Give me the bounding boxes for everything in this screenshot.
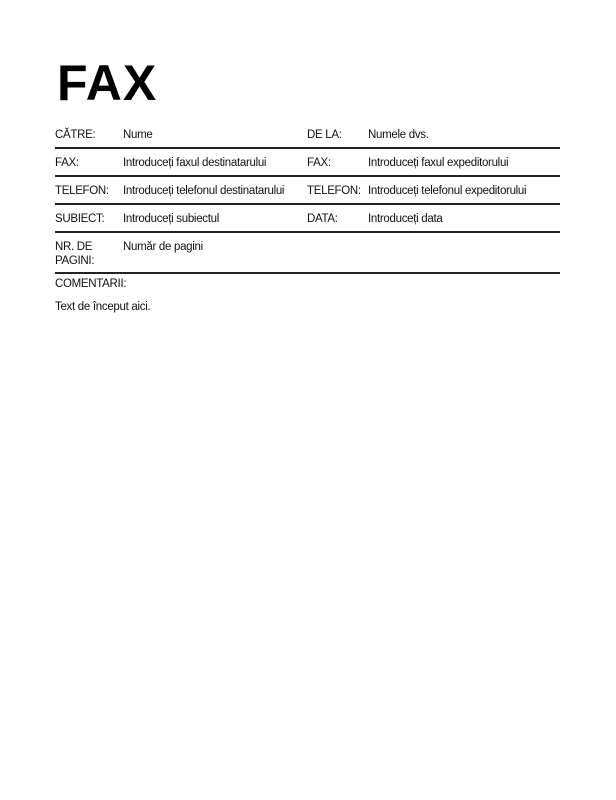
sender-fax-label: FAX: (307, 157, 331, 169)
recipient-phone-label: TELEFON: (55, 185, 109, 197)
to-name-field[interactable]: Nume (123, 129, 153, 141)
page-title: FAX (57, 55, 158, 111)
subject-field[interactable]: Introduceți subiectul (123, 213, 219, 225)
pages-row (55, 233, 560, 274)
recipient-fax-field[interactable]: Introduceți faxul destinatarului (123, 157, 267, 169)
sender-fax-field[interactable]: Introduceți faxul expeditorului (368, 157, 509, 169)
fax-fields-table (55, 121, 560, 274)
subject-date-row (55, 205, 560, 233)
comments-text-field[interactable]: Text de început aici. (55, 301, 151, 313)
to-label: CĂTRE: (55, 129, 96, 141)
sender-phone-label: TELEFON: (307, 185, 361, 197)
from-label: DE LA: (307, 129, 342, 141)
comments-label: COMENTARII: (55, 278, 127, 290)
from-name-field[interactable]: Numele dvs. (368, 129, 429, 141)
date-field[interactable]: Introduceți data (368, 213, 443, 225)
pages-field[interactable]: Număr de pagini (123, 241, 203, 253)
recipient-fax-label: FAX: (55, 157, 79, 169)
pages-label: NR. DE PAGINI: (55, 241, 95, 268)
recipient-sender-name-row (55, 121, 560, 149)
fax-number-row (55, 149, 560, 177)
phone-row (55, 177, 560, 205)
sender-phone-field[interactable]: Introduceți telefonul expeditorului (368, 185, 527, 197)
date-label: DATA: (307, 213, 338, 225)
subject-label: SUBIECT: (55, 213, 105, 225)
recipient-phone-field[interactable]: Introduceți telefonul destinatarului (123, 185, 285, 197)
